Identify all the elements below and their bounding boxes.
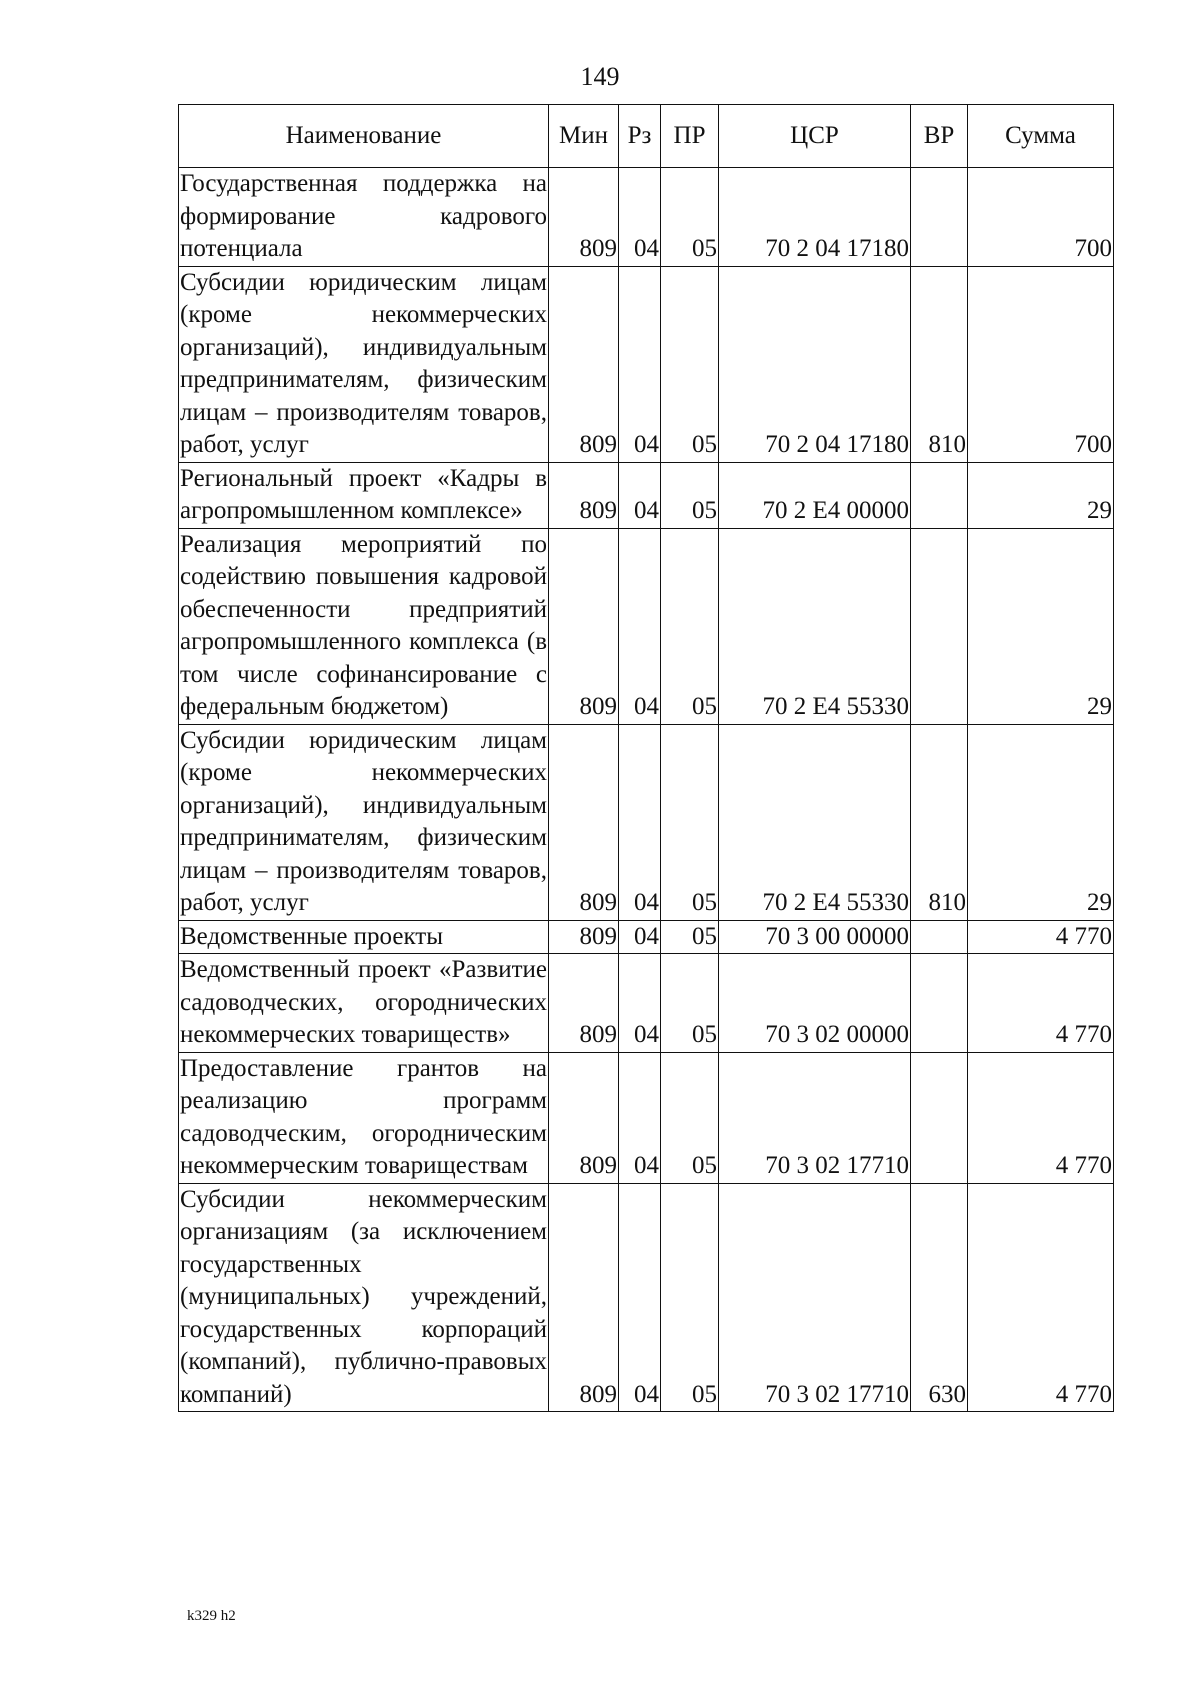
row-name: Предоставление грантов на реализацию программ садоводческим, огородническим некоммерческим товариществам	[179, 1052, 549, 1183]
row-min: 809	[549, 266, 619, 462]
row-min: 809	[549, 920, 619, 954]
row-vr	[911, 954, 968, 1053]
row-rz: 04	[619, 266, 661, 462]
row-name: Субсидии юридическим лицам (кроме некоммерческих организаций), индивидуальным предпринимателям, физическим лицам – производителям товаров, работ, услуг	[179, 724, 549, 920]
row-min: 809	[549, 462, 619, 528]
header-min: Мин	[549, 105, 619, 168]
footer-code: k329 h2	[187, 1608, 236, 1624]
page-number: 149	[580, 62, 620, 91]
table-row	[179, 528, 1114, 724]
row-csr: 70 2 E4 00000	[719, 462, 911, 528]
header-csr: ЦСР	[719, 105, 911, 168]
row-min: 809	[549, 724, 619, 920]
row-rz: 04	[619, 1052, 661, 1183]
row-vr	[911, 528, 968, 724]
table-row	[179, 168, 1114, 267]
row-sum: 29	[968, 462, 1114, 528]
row-rz: 04	[619, 954, 661, 1053]
row-sum: 4 770	[968, 1183, 1114, 1412]
row-min: 809	[549, 1183, 619, 1412]
row-rz: 04	[619, 724, 661, 920]
row-pr: 05	[661, 528, 719, 724]
row-name: Ведомственные проекты	[179, 920, 549, 954]
row-csr: 70 3 00 00000	[719, 920, 911, 954]
row-min: 809	[549, 168, 619, 267]
row-name: Ведомственный проект «Развитие садоводческих, огороднических некоммерческих товариществ»	[179, 954, 549, 1053]
header-sum: Сумма	[968, 105, 1114, 168]
row-rz: 04	[619, 528, 661, 724]
row-vr	[911, 920, 968, 954]
table-header-row	[179, 105, 1114, 168]
row-pr: 05	[661, 462, 719, 528]
table-row	[179, 266, 1114, 462]
row-rz: 04	[619, 168, 661, 267]
row-csr: 70 2 E4 55330	[719, 724, 911, 920]
row-sum: 4 770	[968, 920, 1114, 954]
row-rz: 04	[619, 1183, 661, 1412]
row-name: Субсидии некоммерческим организациям (за исключением государственных (муниципальных) учреждений, государственных корпораций (компаний), публично-правовых компаний)	[179, 1183, 549, 1412]
row-sum: 29	[968, 528, 1114, 724]
row-name: Реализация мероприятий по содействию повышения кадровой обеспеченности предприятий агропромышленного комплекса (в том числе софинансирование с федеральным бюджетом)	[179, 528, 549, 724]
row-pr: 05	[661, 266, 719, 462]
row-vr: 810	[911, 266, 968, 462]
row-vr: 810	[911, 724, 968, 920]
row-name: Государственная поддержка на формирование кадрового потенциала	[179, 168, 549, 267]
row-min: 809	[549, 1052, 619, 1183]
table-row	[179, 920, 1114, 954]
row-csr: 70 2 04 17180	[719, 168, 911, 267]
header-rz: Рз	[619, 105, 661, 168]
row-pr: 05	[661, 724, 719, 920]
row-vr: 630	[911, 1183, 968, 1412]
header-name: Наименование	[179, 105, 549, 168]
row-vr	[911, 168, 968, 267]
row-csr: 70 3 02 00000	[719, 954, 911, 1053]
budget-table	[178, 104, 1114, 1412]
row-csr: 70 3 02 17710	[719, 1052, 911, 1183]
row-sum: 700	[968, 168, 1114, 267]
row-pr: 05	[661, 1183, 719, 1412]
row-sum: 4 770	[968, 1052, 1114, 1183]
row-min: 809	[549, 954, 619, 1053]
row-vr	[911, 1052, 968, 1183]
row-csr: 70 2 04 17180	[719, 266, 911, 462]
row-csr: 70 3 02 17710	[719, 1183, 911, 1412]
row-pr: 05	[661, 954, 719, 1053]
row-sum: 29	[968, 724, 1114, 920]
row-min: 809	[549, 528, 619, 724]
row-sum: 700	[968, 266, 1114, 462]
table-row	[179, 1183, 1114, 1412]
row-csr: 70 2 E4 55330	[719, 528, 911, 724]
table-row	[179, 462, 1114, 528]
header-vr: ВР	[911, 105, 968, 168]
row-rz: 04	[619, 462, 661, 528]
table-row	[179, 724, 1114, 920]
row-pr: 05	[661, 168, 719, 267]
row-rz: 04	[619, 920, 661, 954]
row-sum: 4 770	[968, 954, 1114, 1053]
header-pr: ПР	[661, 105, 719, 168]
row-name: Субсидии юридическим лицам (кроме некоммерческих организаций), индивидуальным предпринимателям, физическим лицам – производителям товаров, работ, услуг	[179, 266, 549, 462]
row-pr: 05	[661, 920, 719, 954]
table-row	[179, 954, 1114, 1053]
table-row	[179, 1052, 1114, 1183]
row-pr: 05	[661, 1052, 719, 1183]
row-vr	[911, 462, 968, 528]
row-name: Региональный проект «Кадры в агропромышленном комплексе»	[179, 462, 549, 528]
